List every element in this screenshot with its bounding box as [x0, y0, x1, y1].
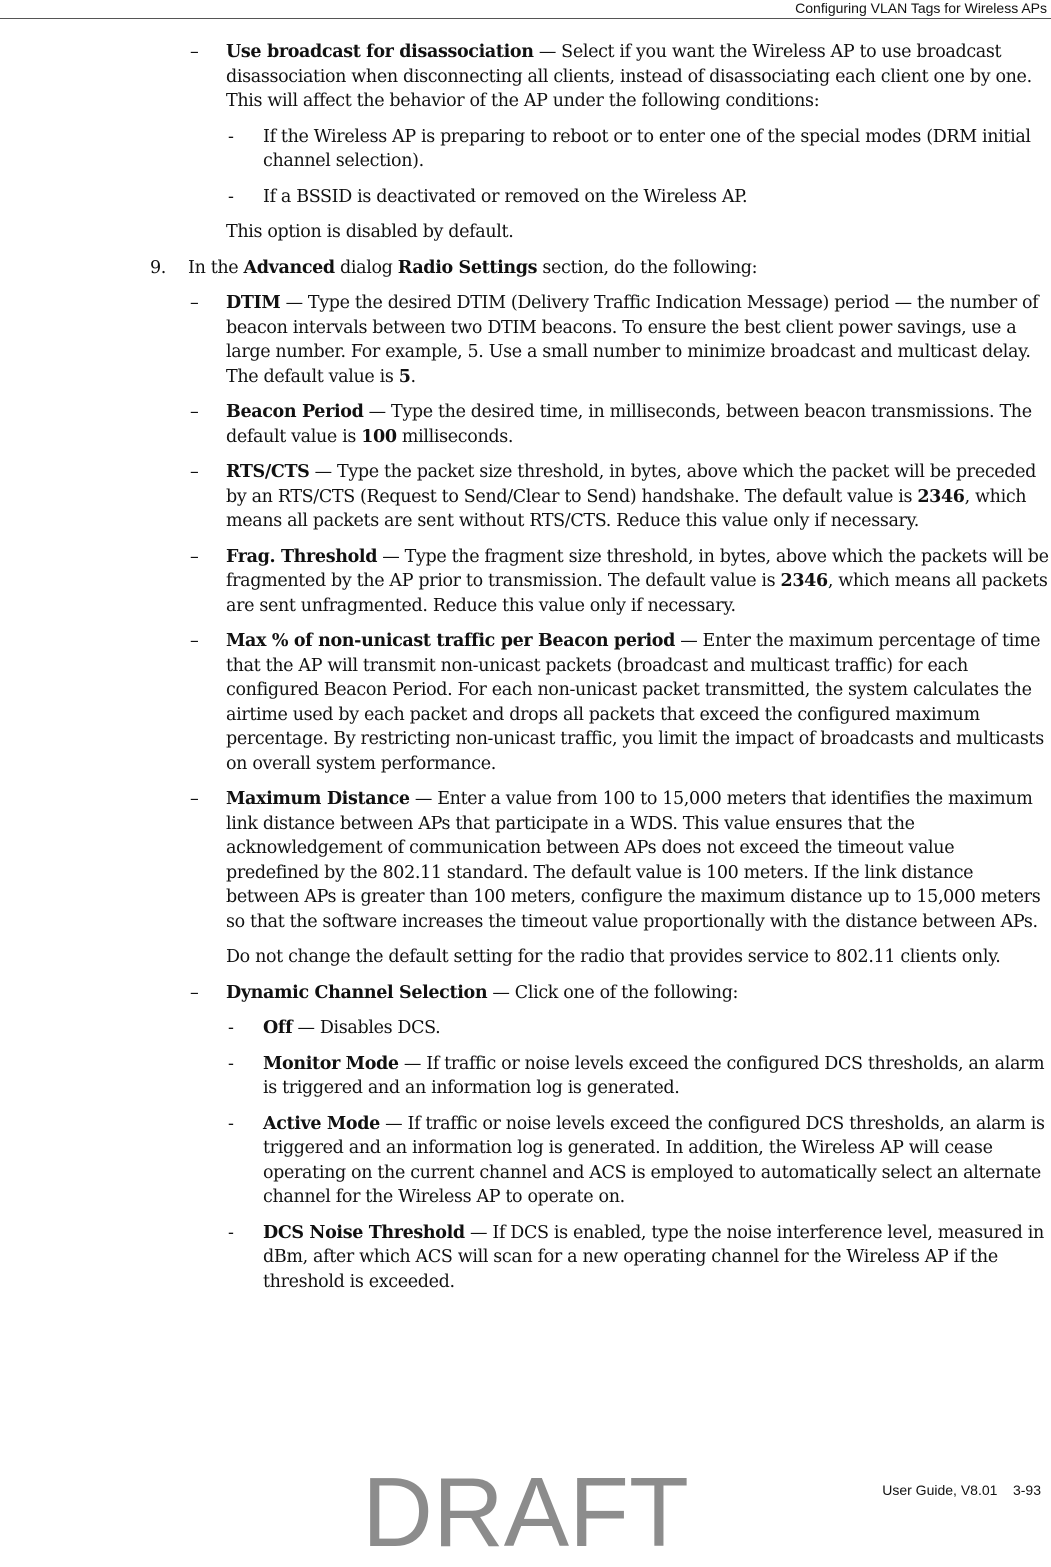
list-item-broadcast-disassociation [0, 40, 1051, 114]
term: Active Mode [263, 1113, 380, 1134]
item-text: If a BSSID is deactivated or removed on the Wireless AP. [263, 186, 748, 207]
sub-item-reboot [0, 125, 1051, 174]
sub-item-active-mode [0, 1112, 1051, 1210]
list-marker: – [190, 293, 199, 313]
list-marker: – [190, 631, 199, 651]
page-header [0, 0, 1051, 19]
item-text: — If DCS is enabled, type the noise interference level, measured in dBm, after which ACS will scan for a new operating channel for the Wireless AP if the threshold is exceeded. [263, 1222, 1044, 1292]
sub-marker: - [228, 1222, 234, 1243]
item-text: — Type the fragment size threshold, in bytes, above which the packets will be fragmented by the AP prior to transmission. The default value is [226, 546, 1049, 591]
item-text: — Enter the maximum percentage of time that the AP will transmit non-unicast packets (broadcast and multicast traffic) for each configured Beacon Period. For each non-unicast packet transmitted, the system calculates the airtime used by each packet and drops all packets that exceed the configured maximum percentage. By restricting non-unicast traffic, you limit the impact of broadcasts and multicasts on overall system performance. [226, 631, 1044, 774]
item-text: — Type the desired DTIM (Delivery Traffic Indication Message) period — the number of beacon intervals between two DTIM beacons. To ensure the best client power savings, use a large number. For example, 5. Use a small number to minimize broadcast and multicast delay. The default value is [226, 293, 1039, 387]
list-item-beacon-period [0, 400, 1051, 449]
term: Off [263, 1018, 293, 1038]
item-text: — If traffic or noise levels exceed the configured DCS thresholds, an alarm is triggered and an information log is generated. [263, 1053, 1045, 1098]
step-text: dialog [334, 257, 398, 278]
term: Frag. Threshold [226, 546, 378, 567]
list-marker: – [190, 42, 199, 62]
item-text-end: , which means all packets are sent unfragmented. Reduce this value only if necessary. [226, 571, 1048, 616]
sub-marker: - [228, 186, 234, 207]
term: Maximum Distance [226, 789, 410, 809]
sub-item-dcs-noise-threshold [0, 1221, 1051, 1295]
item-text: — Type the packet size threshold, in bytes, above which the packet will be preceded by an RTS/CTS (Request to Send/Clear to Send) handshake. The default value is [226, 462, 1036, 507]
item-text-end: milliseconds. [396, 426, 514, 447]
sub-item-monitor-mode [0, 1052, 1051, 1101]
default-value: 2346 [917, 486, 965, 507]
term: RTS/CTS [226, 462, 310, 482]
list-marker: – [190, 789, 199, 809]
item-text: — Enter a value from 100 to 15,000 meters that identifies the maximum link distance between APs that participate in a WDS. This value ensures that the acknowledgement of communication between APs does not exceed the timeout value predefined by the 802.11 standard. The default value is 100 meters. If the link distance between APs is greater than 100 meters, configure the maximum distance up to 15,000 meters so that the software increases the timeout value proportionally with the distance between APs. [226, 789, 1041, 932]
footer-guide: User Guide, V8.01 [882, 1482, 998, 1498]
list-marker: – [190, 402, 199, 422]
sub-marker: - [228, 1018, 234, 1038]
term: DTIM [226, 293, 281, 313]
item-text: — Type the desired time, in milliseconds, between beacon transmissions. The default value is [226, 402, 1032, 447]
sub-marker: - [228, 1113, 234, 1134]
term-radio-settings: Radio Settings [397, 257, 538, 278]
term: Max % of non-unicast traffic per Beacon period [226, 631, 675, 651]
list-item-maximum-distance [0, 787, 1051, 934]
draft-watermark: DRAFT [362, 1457, 689, 1567]
sub-marker: - [228, 126, 234, 147]
list-item-rts-cts [0, 460, 1051, 534]
term-advanced: Advanced [243, 257, 335, 278]
term: Monitor Mode [263, 1053, 399, 1074]
term: DCS Noise Threshold [263, 1222, 465, 1243]
paragraph-disabled-default [0, 220, 1051, 245]
step-9 [0, 256, 1051, 281]
list-marker: – [190, 546, 199, 567]
item-text: — Select if you want the Wireless AP to use broadcast disassociation when disconnecting all clients, instead of disassociating each client one by one. This will affect the behavior of the AP under the following conditions: [226, 42, 1032, 111]
default-value: 100 [361, 426, 397, 447]
list-item-frag-threshold [0, 545, 1051, 619]
list-marker: – [190, 982, 199, 1003]
list-item-max-non-unicast [0, 629, 1051, 776]
item-text: This option is disabled by default. [226, 222, 514, 242]
sub-marker: - [228, 1053, 234, 1074]
term: Dynamic Channel Selection [226, 982, 488, 1003]
step-number: 9. [150, 257, 166, 278]
sub-item-bssid [0, 185, 1051, 210]
list-marker: – [190, 462, 199, 482]
term: Beacon Period [226, 402, 364, 422]
item-text-end: . [410, 366, 416, 387]
paragraph-default-setting [0, 945, 1051, 970]
term: Use broadcast for disassociation [226, 42, 534, 62]
item-text: — Click one of the following: [487, 982, 739, 1003]
step-text: In the [188, 257, 244, 278]
footer-page-number: 3-93 [1012, 1482, 1041, 1498]
document-body [0, 40, 1051, 1305]
item-text: — Disables DCS. [292, 1018, 441, 1038]
item-text-end: , which means all packets are sent without RTS/CTS. Reduce this value only if necessary. [226, 486, 1027, 531]
item-text: Do not change the default setting for the radio that provides service to 802.11 clients only. [226, 947, 1001, 967]
sub-item-off [0, 1016, 1051, 1041]
step-text: section, do the following: [537, 257, 758, 278]
list-item-dtim [0, 291, 1051, 389]
default-value: 5 [398, 366, 411, 387]
default-value: 2346 [780, 571, 828, 591]
item-text: — If traffic or noise levels exceed the configured DCS thresholds, an alarm is triggered and an information log is generated. In addition, the Wireless AP will cease operating on the current channel and ACS is employed to automatically select an alternate channel for the Wireless AP to operate on. [263, 1113, 1045, 1207]
header-title: Configuring VLAN Tags for Wireless APs [795, 0, 1047, 16]
item-text: If the Wireless AP is preparing to reboot or to enter one of the special modes (DRM initial channel selection). [263, 126, 1031, 171]
list-item-dynamic-channel-selection [0, 981, 1051, 1006]
